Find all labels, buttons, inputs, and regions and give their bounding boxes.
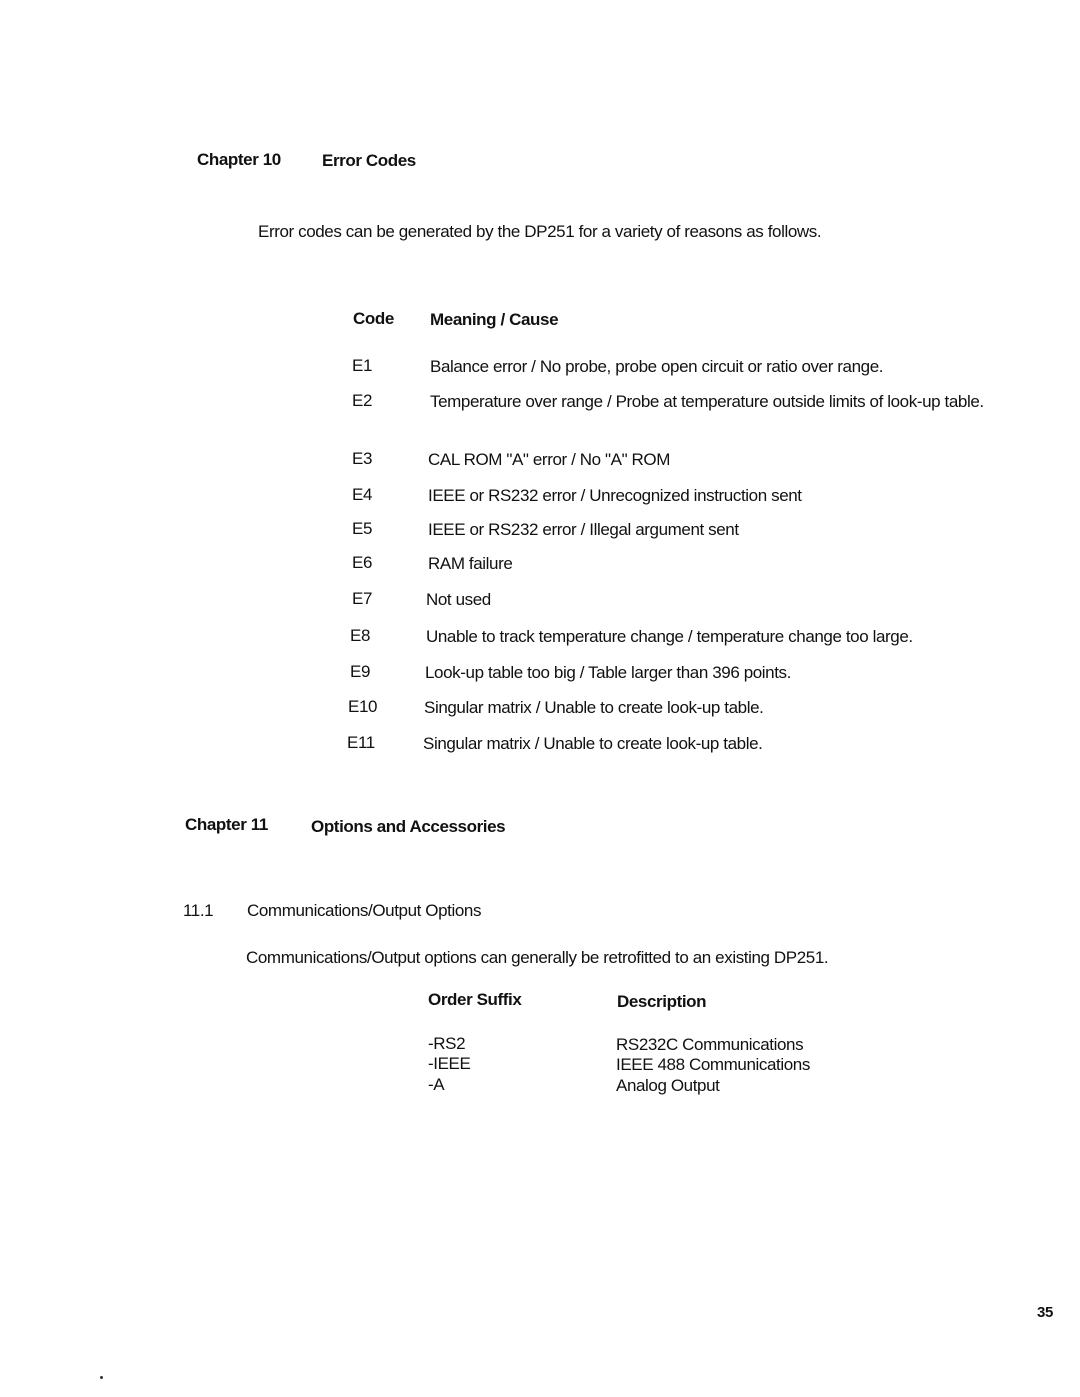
- error-code: E7: [352, 589, 372, 608]
- order-suffix: -RS2: [428, 1034, 466, 1053]
- chapter-11-label: Chapter 11: [185, 815, 268, 834]
- error-code: E10: [348, 697, 378, 716]
- option-description: RS232C Communications: [616, 1035, 804, 1054]
- chapter-10-intro: Error codes can be generated by the DP251 for a variety of reasons as follows.: [258, 222, 822, 241]
- error-meaning: RAM failure: [428, 554, 513, 573]
- code-header: Code: [353, 309, 394, 328]
- error-code: E2: [352, 391, 372, 410]
- meaning-header: Meaning / Cause: [430, 310, 559, 329]
- error-code: E1: [352, 356, 372, 375]
- error-code: E3: [352, 449, 372, 468]
- error-code: E4: [352, 485, 372, 504]
- error-code: E5: [352, 519, 372, 538]
- error-code: E8: [350, 626, 370, 645]
- suffix-header: Order Suffix: [428, 990, 522, 1009]
- chapter-11-title: Options and Accessories: [311, 817, 506, 836]
- order-suffix: -IEEE: [428, 1054, 471, 1073]
- error-meaning: IEEE or RS232 error / Illegal argument sent: [428, 520, 739, 539]
- option-description: Analog Output: [616, 1076, 720, 1095]
- error-meaning: Singular matrix / Unable to create look-up table.: [424, 698, 764, 717]
- error-code: E6: [352, 553, 372, 572]
- error-code: E11: [347, 733, 375, 752]
- error-meaning: Temperature over range / Probe at temperature outside limits of look-up table.: [430, 392, 984, 411]
- error-meaning: Unable to track temperature change / temperature change too large.: [426, 627, 913, 646]
- page-number: 35: [1037, 1304, 1053, 1321]
- error-meaning: Look-up table too big / Table larger than 396 points.: [425, 663, 791, 682]
- error-meaning: CAL ROM "A" error / No "A" ROM: [428, 450, 670, 469]
- scan-speck: [100, 1376, 103, 1379]
- error-code: E9: [350, 662, 370, 681]
- chapter-10-label: Chapter 10: [197, 150, 281, 169]
- order-suffix: -A: [428, 1075, 445, 1094]
- error-meaning: Singular matrix / Unable to create look-up table.: [423, 734, 763, 753]
- error-meaning: Not used: [426, 590, 491, 609]
- chapter-11-intro: Communications/Output options can generally be retrofitted to an existing DP251.: [246, 948, 829, 967]
- section-title: Communications/Output Options: [247, 901, 482, 920]
- option-description: IEEE 488 Communications: [616, 1055, 810, 1074]
- section-number: 11.1: [183, 901, 214, 920]
- description-header: Description: [617, 992, 707, 1011]
- error-meaning: Balance error / No probe, probe open circuit or ratio over range.: [430, 357, 884, 376]
- chapter-10-title: Error Codes: [322, 151, 416, 170]
- error-meaning: IEEE or RS232 error / Unrecognized instruction sent: [428, 486, 802, 505]
